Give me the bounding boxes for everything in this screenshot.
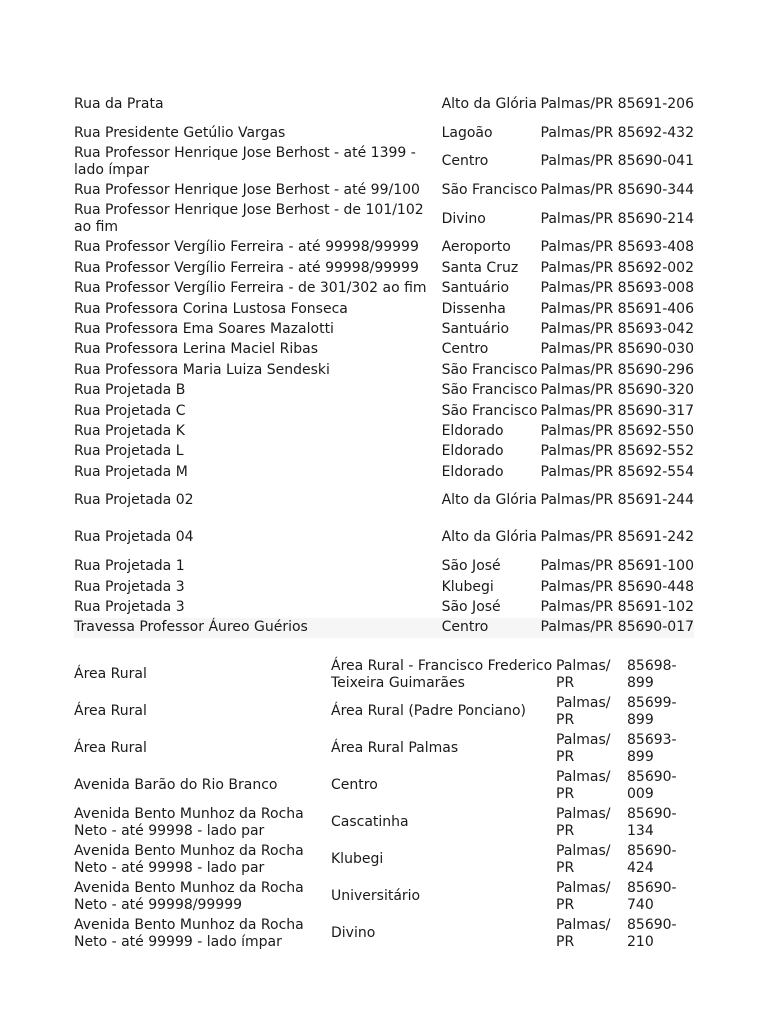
table-row xyxy=(74,656,694,693)
district-cell: Divino xyxy=(331,925,376,941)
cep-cell: Palmas/PR 85690-030 xyxy=(540,341,694,358)
city-cell: Palmas/ PR xyxy=(556,916,611,950)
table-row xyxy=(74,299,694,319)
cep-cell: Palmas/PR 85690-296 xyxy=(540,361,694,378)
table-row xyxy=(74,462,694,482)
district-cell: Eldorado xyxy=(441,443,504,460)
district-cell: São José xyxy=(441,598,501,615)
district-cell: Alto da Glória xyxy=(441,96,537,112)
table-row xyxy=(74,841,694,878)
table-row xyxy=(74,597,694,617)
district-cell: São José xyxy=(441,558,501,575)
street-cell: Rua da Prata xyxy=(74,96,164,112)
district-cell: Alto da Glória xyxy=(441,492,537,509)
cep-cell: 85690- 134 xyxy=(627,805,677,839)
district-cell: Klubegi xyxy=(331,851,384,867)
table-row xyxy=(74,556,694,576)
district-cell: Divino xyxy=(441,210,486,227)
street-cell: Rua Projetada 3 xyxy=(74,578,185,595)
district-cell: São Francisco xyxy=(441,382,538,399)
district-cell: Eldorado xyxy=(441,422,504,439)
district-cell: Klubegi xyxy=(441,578,494,595)
district-cell: Santuário xyxy=(441,321,510,338)
table-row xyxy=(74,442,694,462)
district-cell: Lagoão xyxy=(441,124,493,141)
cep-cell: Palmas/PR 85693-042 xyxy=(540,321,694,338)
district-cell: Alto da Glória xyxy=(441,529,537,546)
street-cell: Rua Projetada B xyxy=(74,382,186,399)
cep-cell: 85690- 424 xyxy=(627,842,677,876)
city-cell: Palmas/ PR xyxy=(556,768,611,802)
street-cell: Rua Projetada 02 xyxy=(74,492,194,509)
table-row xyxy=(74,143,694,180)
street-cell: Área Rural xyxy=(74,740,147,756)
table-row xyxy=(74,915,694,952)
street-cell: Rua Professor Vergílio Ferreira - até 99998/99999 xyxy=(74,259,419,276)
street-cell: Rua Projetada K xyxy=(74,422,185,439)
city-cell: Palmas/ PR xyxy=(556,657,611,691)
cep-cell: 85690- 740 xyxy=(627,879,677,913)
address-table-rural xyxy=(74,656,694,952)
street-cell: Rua Professor Henrique Jose Berhost - de 101/102 ao fim xyxy=(74,202,424,236)
table-row xyxy=(74,730,694,767)
street-cell: Rua Professor Henrique Jose Berhost - até 99/100 xyxy=(74,182,420,199)
cep-cell: Palmas/PR 85691-406 xyxy=(540,300,694,317)
table-row xyxy=(74,258,694,278)
table-row xyxy=(74,519,694,556)
table-row xyxy=(74,180,694,200)
district-cell: São Francisco xyxy=(441,182,538,199)
address-table-streets xyxy=(74,86,694,638)
cep-cell: Palmas/PR 85690-448 xyxy=(540,578,694,595)
district-cell: Área Rural (Padre Ponciano) xyxy=(331,703,527,719)
district-cell: Cascatinha xyxy=(331,814,409,830)
street-cell: Avenida Bento Munhoz da Rocha Neto - até 99998 - lado par xyxy=(74,805,304,839)
table-row xyxy=(74,618,694,638)
street-cell: Área Rural xyxy=(74,666,147,682)
table-row xyxy=(74,421,694,441)
table-row xyxy=(74,401,694,421)
city-cell: Palmas/ PR xyxy=(556,842,611,876)
cep-cell: Palmas/PR 85690-344 xyxy=(540,182,694,199)
street-cell: Avenida Bento Munhoz da Rocha Neto - até 99998/99999 xyxy=(74,879,304,913)
cep-cell: Palmas/PR 85690-317 xyxy=(540,402,694,419)
city-cell: Palmas/ PR xyxy=(556,731,611,765)
district-cell: Eldorado xyxy=(441,463,504,480)
table-row xyxy=(74,878,694,915)
table-row xyxy=(74,319,694,339)
street-cell: Rua Projetada 3 xyxy=(74,598,185,615)
cep-cell: Palmas/PR 85690-214 xyxy=(540,210,694,227)
street-cell: Rua Professor Vergílio Ferreira - de 301/302 ao fim xyxy=(74,280,427,297)
street-cell: Rua Professora Corina Lustosa Fonseca xyxy=(74,300,348,317)
street-cell: Travessa Professor Áureo Guérios xyxy=(74,618,442,638)
district-cell: Dissenha xyxy=(441,300,506,317)
street-cell: Avenida Barão do Rio Branco xyxy=(74,777,278,793)
table-row xyxy=(74,360,694,380)
cep-cell: 85693- 899 xyxy=(627,731,677,765)
city-cell: Palmas/ PR xyxy=(556,694,611,728)
cep-cell: Palmas/PR 85691-102 xyxy=(540,598,694,615)
district-cell: São Francisco xyxy=(441,361,538,378)
cep-cell: Palmas/PR 85690-017 xyxy=(541,618,694,638)
cep-cell: 85690- 210 xyxy=(627,916,677,950)
cep-cell: Palmas/PR 85691-100 xyxy=(540,558,694,575)
cep-cell: Palmas/PR 85692-550 xyxy=(540,422,694,439)
street-cell: Rua Projetada 1 xyxy=(74,558,185,575)
district-cell: Aeroporto xyxy=(441,239,511,256)
district-cell: Centro xyxy=(442,618,541,638)
cep-cell: Palmas/PR 85691-244 xyxy=(540,492,694,509)
table-row xyxy=(74,577,694,597)
cep-cell: 85690- 009 xyxy=(627,768,677,802)
district-cell: Área Rural - Francisco Frederico Teixeira Guimarães xyxy=(331,657,553,691)
street-cell: Rua Professora Lerina Maciel Ribas xyxy=(74,341,318,358)
street-cell: Rua Presidente Getúlio Vargas xyxy=(74,124,286,141)
street-cell: Rua Professora Ema Soares Mazalotti xyxy=(74,321,334,338)
district-cell: São Francisco xyxy=(441,402,538,419)
cep-cell: Palmas/PR 85690-041 xyxy=(540,153,694,170)
table-row xyxy=(74,86,694,123)
district-cell: Santuário xyxy=(441,280,510,297)
cep-cell: 85699- 899 xyxy=(627,694,677,728)
table-row xyxy=(74,340,694,360)
street-cell: Avenida Bento Munhoz da Rocha Neto - até 99998 - lado par xyxy=(74,842,304,876)
street-cell: Área Rural xyxy=(74,703,147,719)
cep-cell: Palmas/PR 85690-320 xyxy=(540,382,694,399)
cep-cell: 85698- 899 xyxy=(627,657,677,691)
table-row xyxy=(74,123,694,143)
district-cell: Centro xyxy=(441,341,489,358)
table-row xyxy=(74,201,694,238)
cep-cell: Palmas/PR 85691-206 xyxy=(540,96,694,112)
cep-cell: Palmas/PR 85693-008 xyxy=(540,280,694,297)
street-cell: Rua Projetada M xyxy=(74,463,188,480)
street-cell: Rua Professor Henrique Jose Berhost - até 1399 - lado ímpar xyxy=(74,144,416,178)
street-cell: Rua Projetada L xyxy=(74,443,184,460)
district-cell: Centro xyxy=(331,777,378,793)
cep-cell: Palmas/PR 85692-002 xyxy=(540,259,694,276)
city-cell: Palmas/ PR xyxy=(556,805,611,839)
street-cell: Avenida Bento Munhoz da Rocha Neto - até 99999 - lado ímpar xyxy=(74,916,304,950)
district-cell: Centro xyxy=(441,153,489,170)
street-cell: Rua Professora Maria Luiza Sendeski xyxy=(74,361,330,378)
table-row xyxy=(74,238,694,258)
table-row xyxy=(74,693,694,730)
district-cell: Área Rural Palmas xyxy=(331,740,459,756)
cep-cell: Palmas/PR 85692-554 xyxy=(540,463,694,480)
table-row xyxy=(74,482,694,519)
street-cell: Rua Professor Vergílio Ferreira - até 99998/99999 xyxy=(74,239,419,256)
cep-cell: Palmas/PR 85693-408 xyxy=(540,239,694,256)
cep-cell: Palmas/PR 85692-432 xyxy=(540,124,694,141)
street-cell: Rua Projetada C xyxy=(74,402,186,419)
cep-cell: Palmas/PR 85691-242 xyxy=(540,529,694,546)
table-row xyxy=(74,804,694,841)
city-cell: Palmas/ PR xyxy=(556,879,611,913)
district-cell: Santa Cruz xyxy=(441,259,519,276)
district-cell: Universitário xyxy=(331,888,421,904)
street-cell: Rua Projetada 04 xyxy=(74,529,194,546)
table-row xyxy=(74,767,694,804)
table-row xyxy=(74,381,694,401)
table-row xyxy=(74,279,694,299)
cep-cell: Palmas/PR 85692-552 xyxy=(540,443,694,460)
